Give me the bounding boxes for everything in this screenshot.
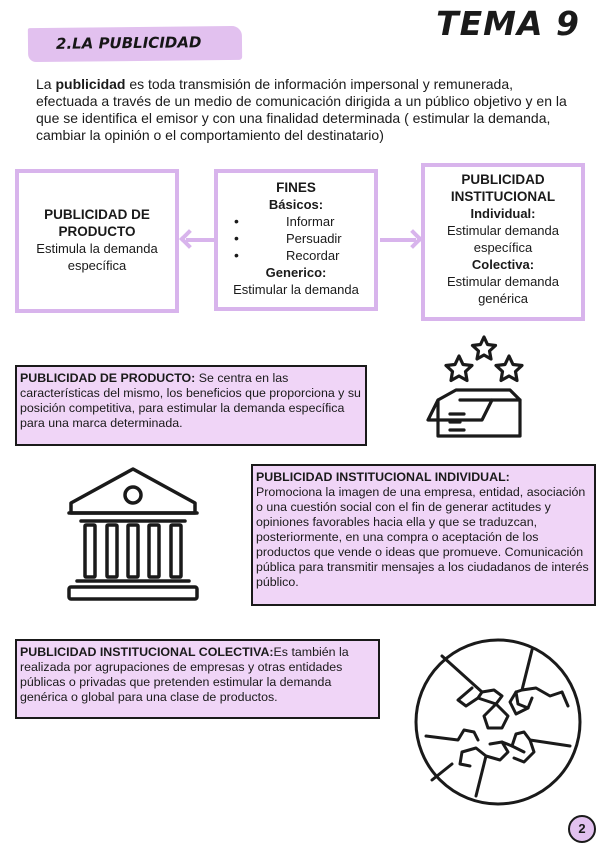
definition-product-title: PUBLICIDAD DE PRODUCTO: xyxy=(20,371,196,385)
arrow-to-product xyxy=(186,238,214,242)
fines-generico-label: Generico: xyxy=(265,265,327,280)
fines-title: FINES xyxy=(276,180,316,195)
fines-list xyxy=(218,213,374,264)
fines-basicos-label: Básicos: xyxy=(268,197,324,212)
section-title: 2.LA PUBLICIDAD xyxy=(55,33,202,53)
section-title-highlight xyxy=(28,26,242,62)
product-box-title: PUBLICIDAD DE PRODUCTO xyxy=(44,207,150,239)
diagram-box-product xyxy=(15,169,179,313)
box-with-stars-icon xyxy=(420,334,532,444)
intro-text-rest: es toda transmisión de información impersonal y remunerada, efectuada a través de un medio de comunicación dirigida a un público objetivo y en la que se identifica el emisor y con una finalidad determinada ( estimular la demanda, cambiar la opinión o el comportamiento del destinatario) xyxy=(36,76,567,143)
definition-individual-text: Promociona la imagen de una empresa, entidad, asociación o una cuestión social con el fin de generar actitudes y opiniones favorables hacia ella y que se traduzcan, posteriormente, en una compra o aceptación de los productos que vende o ideas que promueve. Comunicación pública para transmitir mensajes a los ciudadanos de interés público. xyxy=(256,485,589,589)
intro-term: publicidad xyxy=(55,76,126,92)
intro-paragraph xyxy=(36,76,576,144)
diagram-box-institutional xyxy=(421,163,585,321)
product-box-text: Estimula la demanda específica xyxy=(36,241,158,273)
definition-colectiva-title: PUBLICIDAD INSTITUCIONAL COLECTIVA: xyxy=(20,645,274,659)
institutional-individual-text: Estimular demanda específica xyxy=(447,223,559,255)
building-columns-icon xyxy=(63,465,203,603)
fines-list-item: • Persuadir xyxy=(224,230,374,247)
institutional-individual-label: Individual: xyxy=(470,206,536,221)
institutional-colectiva-label: Colectiva: xyxy=(471,257,535,272)
fines-list-item: • Informar xyxy=(224,213,374,230)
definition-product-text: Se centra en las características del mismo, los beneficios que proporciona y su posición competitiva, para estimular la demanda específica para una marca determinada. xyxy=(20,371,361,430)
joined-hands-icon xyxy=(412,636,584,808)
intro-text-start: La xyxy=(36,76,56,92)
fines-list-item: • Recordar xyxy=(224,247,374,264)
institutional-box-title: PUBLICIDAD INSTITUCIONAL xyxy=(450,172,556,204)
definition-product xyxy=(15,365,367,446)
definition-colectiva-text: Es también la realizada por agrupaciones de empresas y otras entidades públicas o privadas que pretenden estimular la demanda genérica o global para una clase de productos. xyxy=(20,645,349,704)
fines-generico-text: Estimular la demanda xyxy=(233,282,359,297)
page-number-badge: 2 xyxy=(568,815,596,843)
definition-institutional-colectiva xyxy=(15,639,380,719)
arrow-to-institutional xyxy=(380,238,416,242)
definition-individual-title: PUBLICIDAD INSTITUCIONAL INDIVIDUAL: xyxy=(256,470,510,484)
diagram-box-fines xyxy=(214,169,378,311)
institutional-colectiva-text: Estimular demanda genérica xyxy=(447,274,559,306)
definition-institutional-individual xyxy=(251,464,596,606)
topic-title: TEMA 9 xyxy=(436,4,580,43)
